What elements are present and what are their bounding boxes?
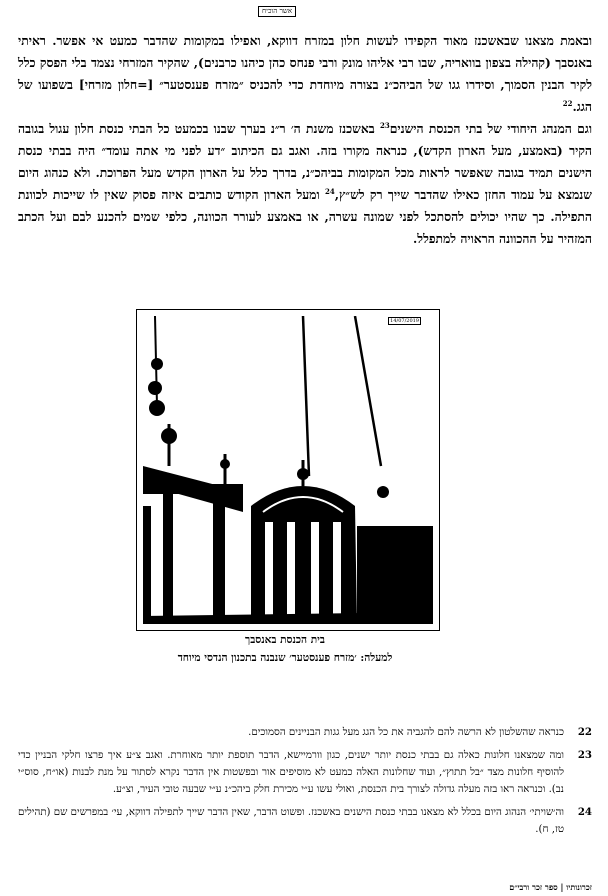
footnote-text: וה׳שויתי׳ הנהוג היום בכלל לא מצאנו בבתי כנסת הישנים באשכנז. ופשוט הדבר, שאין הדבר שייך לתפילה דווקא, עי׳ במפרשים שם (תהילים טז, ח). [18,807,564,835]
figure-caption-subtitle: למעלה: ׳מזרח פענסטער׳ שנבנה בתכנון הנדסי מיוחד [177,652,393,664]
text-run: וגם המנהג היחודי של בתי הכנסת הישנים [389,121,592,136]
body-text [18,30,592,250]
footnote-number: 24 [577,806,592,818]
footnote [18,804,592,838]
footnote-text: ומה שמצאנו חלונות כאלה גם בבתי כנסת יותר ישנים, כגון וורמיישא, הדבר תוספת יותר מאוחרת. ואגב צ״ע איך פרצו חלקי הבניין כדי להוסיף חלונות מצד ״בל תתוץ״, ועוד שחלונות האלה כמעט לא מוסיפים אור ובפשטות אין הדבר נקרא לסתור על מנת לבנות (או״ח, סוס״י נב). וכנראה ראו בזה מעלה גדולה לצורך בית הכנסת, ואולי עשו ע״י מכירת חלק ביהכ״נ ע״י שבעה טובי העיר, וצ״ע. [18,750,564,795]
footnote [18,747,592,798]
page-footer: זכרונותיו | ספר זכר ורבי״ם [509,882,592,892]
header-badge: אשר הוכיח [258,6,296,17]
text-run: ובאמת מצאנו שבאשכנז מאוד הקפידו לעשות חלון במזרח דווקא, ואפילו במקומות שהדבר כמעט אי אפשר. ראיתי באנסבך (קהילה בצפון בוואריה, שבו רבי אליהו מונק ורבי פנחס כהן כיהנו כרבנים), שהקיר המזרחי נצמד בלי הפסק כלל לקיר הבנין הסמוך, וסידרו גגו של הביהכ״נ בצורה מיוחדת כדי להכניס ״מזרח פענסטער״ [=חלון מזרחי] בשפועו של הגג. [18,33,592,114]
footnote-number: 23 [577,749,592,761]
footnote-ref[interactable]: 24 [324,186,335,196]
footnote-ref[interactable]: 23 [379,120,390,130]
paragraph [18,118,592,250]
synagogue-photo [136,309,440,631]
paragraph [18,30,592,118]
photo-area [143,316,433,624]
footnotes [18,724,592,844]
text-run: באשכנז משנת ה׳ ר״נ בערך שבנו בכמעט כל הבתי כנסת חלון עגול בגובה הקיר (באמצע, מעל הארון הקדש), כנראה מקורו בזה. ואגב גם הכיתוב ״דע לפני מי אתה עומד״ היה בבתי כנסת הישנים תמיד בגובה שאפשר לראות מכל המקומות בביהכ״נ, בדרך כלל על הארון הקדש מעל הפרוכת. ולא כנהוג היום שנמצא על עמוד החזן כאילו שהדבר שייך רק לש״ץ, [18,121,593,202]
footnote-ref[interactable]: 22 [562,98,573,108]
text-run: ומעל הארון הקודש כותבים איזה פסוק שאין לו שייכות לכוונת התפילה. כך שהיו יכולים להסתכל לפני שמונה עשרה, או באמצע לעורר הכוונה, כלפי שמים להכנע לבם ועל הכתב המזהיר על ההכוונה הראויה למתפלל. [18,187,592,246]
footnote-number: 22 [577,726,592,738]
footnote-text: כנראה שהשלטון לא הרשה להם להגביה את כל הגג מעל גגות הבניינים הסמוכים. [248,727,564,738]
footnote [18,724,592,741]
figure-caption-title: בית הכנסת באנסבך [245,634,325,646]
synagogue-interior-illustration [143,316,433,624]
photo-stamp: 14/07/2019 [390,318,419,324]
